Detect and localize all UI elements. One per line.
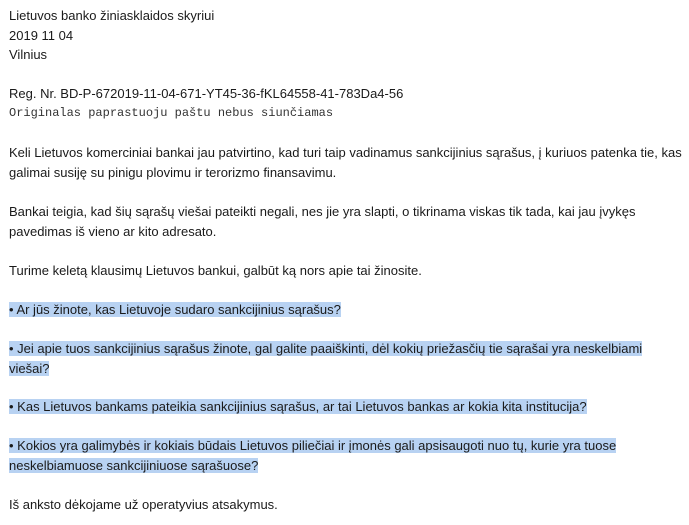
question-1 <box>9 300 685 320</box>
date-line: 2019 11 04 <box>9 28 74 43</box>
question-text: • Kokios yra galimybės ir kokiais būdais Lietuvos piliečiai ir įmonės gali apsisaugoti nuo tų, kurie yra tuose neskelbiamuose sankcijiniuose sąrašuose? <box>9 438 617 473</box>
mail-note: Originalas paprastuoju paštu nebus siunčiamas <box>9 106 334 120</box>
reference-number: Reg. Nr. BD-P-672019-11-04-671-YT45-36-fKL64558-41-783Da4-56 <box>9 86 404 101</box>
paragraph-2: Bankai teigia, kad šių sąrašų viešai pateikti negali, nes jie yra slapti, o tikrinama viskas tik tada, kai jau įvykęs pavedimas iš vieno ar kito adresato. <box>9 204 636 239</box>
question-3 <box>9 397 685 417</box>
question-2 <box>9 339 685 378</box>
question-text: • Jei apie tuos sankcijinius sąrašus žinote, gal galite paaiškinti, dėl kokių priežasčių tie sąrašai yra neskelbiami viešai? <box>9 341 643 376</box>
paragraph-1: Keli Lietuvos komerciniai bankai jau patvirtino, kad turi taip vadinamus sankcijinius sąrašus, į kuriuos patenka tie, kas galimai susiję su pinigu plovimu ir terorizmo finansavimu. <box>9 145 682 180</box>
city-line: Vilnius <box>9 47 48 62</box>
closing-line: Iš anksto dėkojame už operatyvius atsakymus. <box>9 497 278 512</box>
question-text: • Kas Lietuvos bankams pateikia sankcijinius sąrašus, ar tai Lietuvos bankas ar kokia kita institucija? <box>9 399 587 414</box>
recipient-line: Lietuvos banko žiniasklaidos skyriui <box>9 8 215 23</box>
question-4 <box>9 436 685 475</box>
question-text: • Ar jūs žinote, kas Lietuvoje sudaro sankcijinius sąrašus? <box>9 302 341 317</box>
paragraph-3: Turime keletą klausimų Lietuvos bankui, galbūt ką nors apie tai žinosite. <box>9 263 422 278</box>
